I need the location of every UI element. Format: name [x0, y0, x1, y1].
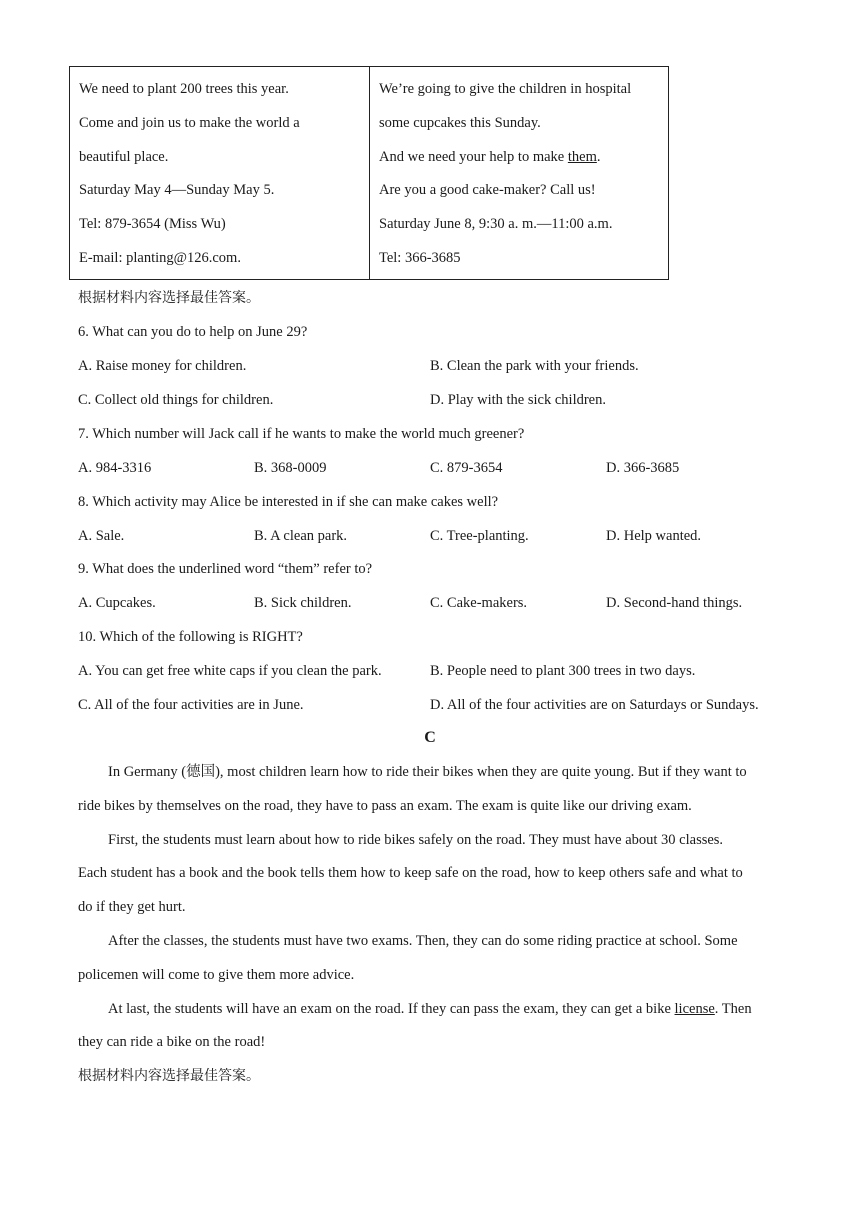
ad-text-segment: .	[596, 148, 601, 165]
ad-tree-planting	[70, 67, 369, 279]
ad-text-line: Are you a good cake-maker? Call us!	[379, 182, 596, 199]
ads-table	[69, 66, 669, 280]
option-8a: A. Sale.	[78, 528, 125, 544]
instruction: 根据材料内容选择最佳答案。	[78, 290, 260, 306]
ad-text-line: Tel: 366-3685	[379, 249, 461, 266]
option-9c: C. Cake-makers.	[430, 595, 528, 611]
passage-line: First, the students must learn about how to ride bikes safely on the road. They must have about 30 classes.	[108, 831, 724, 848]
ad-text-line: Saturday June 8, 9:30 a. m.—11:00 a.m.	[379, 216, 613, 233]
ad-text-line	[379, 147, 668, 181]
option-6b: B. Clean the park with your friends.	[430, 358, 639, 374]
option-6d: D. Play with the sick children.	[430, 392, 606, 408]
passage-segment: At last, the students will have an exam on the road. If they can pass the exam, they can get a bike	[108, 1000, 675, 1017]
option-10d: D. All of the four activities are on Saturdays or Sundays.	[430, 697, 759, 713]
passage-line: they can ride a bike on the road!	[78, 1034, 266, 1051]
ad-text-line: Tel: 879-3654 (Miss Wu)	[79, 216, 226, 233]
underlined-word-license: license	[674, 1000, 715, 1017]
option-10a: A. You can get free white caps if you clean the park.	[78, 663, 382, 679]
passage-line: After the classes, the students must have two exams. Then, they can do some riding practice at school. Some	[108, 932, 738, 949]
ad-text-segment: And we need your help to make	[379, 148, 568, 165]
option-8b: B. A clean park.	[254, 528, 348, 544]
option-7b: B. 368-0009	[254, 460, 327, 476]
section-heading: C	[424, 729, 436, 746]
passage-segment: . Then	[714, 1000, 752, 1017]
question-9: 9. What does the underlined word “them” refer to?	[78, 561, 373, 577]
passage-line: ride bikes by themselves on the road, they have to pass an exam. The exam is quite like our driving exam.	[78, 797, 692, 814]
passage-line: policemen will come to give them more advice.	[78, 966, 355, 983]
instruction-c: 根据材料内容选择最佳答案。	[78, 1068, 260, 1084]
option-7c: C. 879-3654	[430, 460, 503, 476]
option-10c: C. All of the four activities are in June.	[78, 697, 304, 713]
option-7d: D. 366-3685	[606, 460, 680, 476]
option-8c: C. Tree-planting.	[430, 528, 529, 544]
option-8d: D. Help wanted.	[606, 528, 702, 544]
underlined-word-them: them	[567, 148, 597, 165]
option-9a: A. Cupcakes.	[78, 595, 156, 611]
question-7: 7. Which number will Jack call if he wants to make the world much greener?	[78, 426, 525, 442]
option-9d: D. Second-hand things.	[606, 595, 743, 611]
ad-help-wanted	[369, 67, 668, 279]
ad-text-line: Come and join us to make the world a	[79, 114, 300, 131]
passage-line: In Germany (德国), most children learn how to ride their bikes when they are quite young. But if they want to	[108, 764, 747, 780]
ad-text-line: Saturday May 4—Sunday May 5.	[79, 182, 275, 199]
option-6c: C. Collect old things for children.	[78, 392, 274, 408]
question-8: 8. Which activity may Alice be interested in if she can make cakes well?	[78, 494, 499, 510]
ad-text-line: some cupcakes this Sunday.	[379, 114, 541, 131]
passage	[78, 762, 784, 1066]
option-10b: B. People need to plant 300 trees in two days.	[430, 663, 696, 679]
passage-line	[78, 999, 784, 1033]
passage-line: do if they get hurt.	[78, 899, 186, 916]
ad-text-line: We’re going to give the children in hospital	[379, 81, 632, 97]
ad-text-line: beautiful place.	[79, 148, 169, 165]
question-6: 6. What can you do to help on June 29?	[78, 324, 308, 340]
option-9b: B. Sick children.	[254, 595, 352, 611]
passage-line: Each student has a book and the book tells them how to keep safe on the road, how to keep others safe and what to	[78, 865, 743, 882]
question-10: 10. Which of the following is RIGHT?	[78, 629, 303, 645]
ad-text-line: We need to plant 200 trees this year.	[79, 81, 289, 97]
option-7a: A. 984-3316	[78, 460, 152, 476]
ad-text-line: E-mail: planting@126.com.	[79, 249, 241, 266]
option-6a: A. Raise money for children.	[78, 358, 247, 374]
